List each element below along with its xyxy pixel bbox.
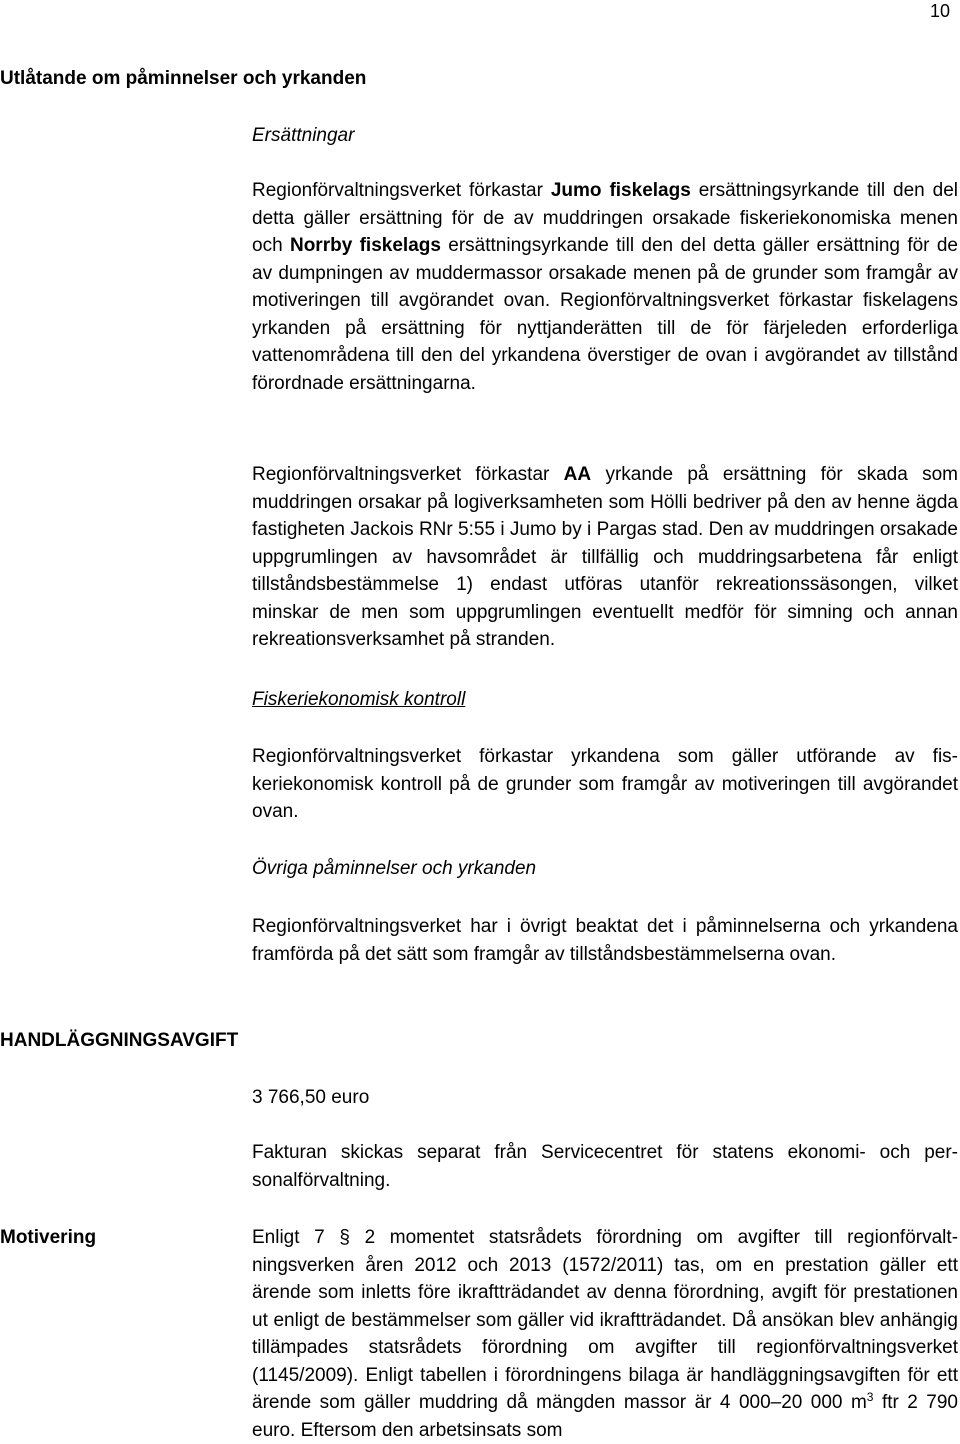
text-run: ersättningsyrkande till den del detta gäller ersättning för de av muddringen orsakade fiskeriekonomiska menen och: [252, 180, 958, 256]
bold-name: Norrby fiskelags: [289, 235, 441, 256]
paragraph-ovriga: Regionförvaltningsverket har i övrigt beaktat det i påminnelserna och yrkandena framförda på det sätt som framgår av tillståndsbestämmelserna ovan.: [252, 916, 958, 965]
text-run: ersättningsyrkande till den del detta gäller ersättning för de av dumpningen av muddermassor orsakade menen på de grunder som framgår av motiveringen till avgörandet ovan. Regionförvaltningsverket förkastar fiskelagens yrkanden på ersättning för nyttjanderätten till de för färjeleden erforderliga vattenområdena till den del yrkandena överstiger de ovan i avgörandet av tillstånd förordnade ersättningarna.: [252, 235, 958, 394]
text-run: Regionförvaltningsverket förkastar: [252, 180, 551, 201]
bold-name: Jumo fiskelags: [550, 180, 691, 201]
paragraph-fiskeriekonomisk: Regionförvaltningsverket förkastar yrkandena som gäller utförande av fiskeriekonomisk kontroll på de grunder som framgår av motiveringen till avgörandet ovan.: [252, 746, 958, 822]
paragraph-ersattningar-aa: [252, 461, 958, 654]
text-run: Regionförvaltningsverket förkastar: [252, 464, 564, 485]
text-run: 2 momentet statsrådets förordning om avgifter till regionförvaltningsverken åren 2012 och 2013 (1572/2011) tas, om en prestation gäller ett ärende som inletts före ikraftträdandet av denna förordning, avgift för prestationen ut enligt de bestämmelser som gäller vid ikraftträdandet. Då ansökan blev anhängig tillämpades statsrådets förordning om avgifter till regionförvaltningsverket (1145/2009). Enligt tabellen i förordningens bilaga är handläggningsavgiften för ett ärende som gäller muddring då mängden massor är 4 000–20 000 m: [252, 1227, 959, 1413]
main-heading: Utlåtande om påminnelser och yrkanden: [0, 68, 367, 89]
paragraph-ersattningar-fiskelag: [252, 177, 958, 397]
paragraph-motivering: [252, 1224, 958, 1444]
heading-ovriga: Övriga påminnelser och yrkanden: [252, 858, 537, 879]
heading-ersattningar: Ersättningar: [252, 125, 355, 146]
bold-name: AA: [563, 464, 592, 485]
heading-handlaggningsavgift: HANDLÄGGNINGSAVGIFT: [0, 1030, 239, 1051]
heading-motivering: Motivering: [0, 1227, 97, 1248]
fee-amount: 3 766,50 euro: [252, 1087, 370, 1108]
text-run: Enligt 7: [252, 1227, 340, 1248]
page-number: 10: [929, 1, 950, 21]
superscript: 3: [866, 1390, 874, 1404]
section-sign: §: [339, 1227, 350, 1248]
heading-fiskeriekonomisk-kontroll: Fiskeriekonomisk kontroll: [252, 689, 466, 710]
paragraph-invoice: Fakturan skickas separat från Servicecentret för statens ekonomi- och personalförvaltning.: [252, 1142, 958, 1191]
text-run: yrkande på ersättning för skada som muddringen orsakar på logiverksamheten som Hölli bedriver på den av henne ägda fastigheten Jackois RNr 5:55 i Jumo by i Pargas stad. Den av muddringen orsakade uppgrumlingen av havsområdet är tillfällig och muddringsarbetena får enligt tillståndsbestämmelse 1) endast utföras utanför rekreationssäsongen, vilket minskar de men som uppgrumlingen eventuellt medför för simning och annan rekreationsverksamhet på stranden.: [252, 464, 958, 650]
text-run: ftr 2 790 euro. Eftersom den arbetsinsats som: [252, 1392, 959, 1441]
